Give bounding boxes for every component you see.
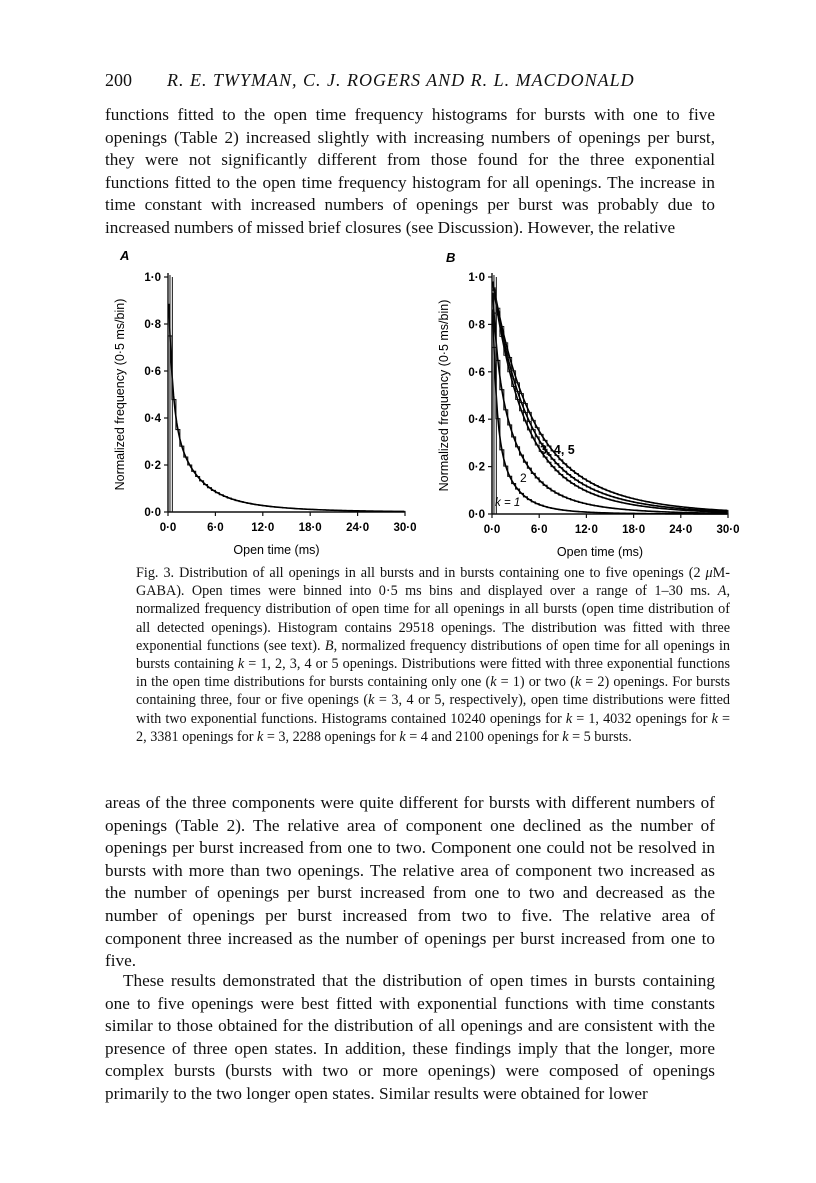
caption-k: k [256, 728, 264, 745]
y-tick-label: 1·0 [468, 272, 485, 284]
x-tick-label: 6·0 [207, 522, 224, 534]
histogram-steps [168, 336, 405, 512]
histogram-steps [492, 290, 728, 514]
annotation-k2: 2 [520, 471, 527, 485]
fit-curve [493, 281, 727, 510]
caption-k: k [574, 674, 582, 691]
histogram-steps [492, 347, 728, 514]
caption-text: = 5 bursts. [568, 728, 632, 745]
caption-text: = 2, 3381 openings for [136, 710, 730, 745]
fit-curve [493, 282, 727, 511]
fit-curve [493, 309, 727, 514]
caption-text: = 3, 4 or 5, respectively), open time distributions were fitted with two exponential functions. Histograms contained 10240 openings for [136, 692, 730, 727]
histogram-steps [492, 289, 728, 514]
body-paragraph-1: functions fitted to the open time frequency histograms for bursts with one to five openings (Table 2) increased slightly with increasing numbers of openings per burst, they were not significantly different from those found for the three exponential functions fitted to the open time frequency histogram for all openings. The increase in time constant with increased numbers of openings per burst was probably due to increased numbers of missed brief closures (see Discussion). However, the relative [105, 105, 715, 237]
caption-text: M-GABA). Open times were binned into 0·5 ms bins and displayed over a range of 1–30 ms. [136, 565, 730, 600]
body-paragraph-3: These results demonstrated that the distribution of open times in bursts containing one to five openings were best fitted with exponential functions with time constants similar to those obtained for the distribution of all openings and are consistent with the presence of three open states. In addition, these findings imply that the longer, more complex bursts (bursts with two or more openings) were composed of openings primarily to the two longer open states. Similar results were obtained for lower [105, 971, 715, 1103]
caption-text: = 1, 2, 3, 4 or 5 openings. Distributions were fitted with three exponential functions in the open time distributions for bursts containing only one ( [136, 656, 730, 691]
page-number: 200 [105, 70, 132, 90]
fit-curve [493, 283, 727, 513]
x-tick-label: 24·0 [346, 522, 370, 534]
y-tick-label: 0·2 [144, 460, 161, 472]
x-tick-label: 6·0 [530, 524, 548, 536]
caption-text: = 3, 2288 openings for [263, 728, 400, 745]
running-header [105, 70, 715, 96]
caption-panel-b-ref: B [324, 637, 334, 654]
figure-panel-b [432, 248, 742, 560]
y-tick-label: 0·4 [144, 413, 161, 425]
caption-text: Fig. 3. Distribution of all openings in all bursts and in bursts containing one to five openings (2 [136, 565, 706, 581]
y-axis-label: Normalized frequency (0·5 ms/bin) [113, 298, 127, 491]
annotation-k1: k = 1 [495, 497, 521, 509]
x-tick-label: 0·0 [483, 524, 501, 536]
x-axis-label: Open time (ms) [556, 545, 644, 559]
x-tick-label: 24·0 [669, 524, 693, 536]
x-axis-label: Open time (ms) [233, 543, 320, 557]
y-tick-label: 0·8 [144, 319, 161, 331]
fit-curve [493, 293, 727, 514]
x-tick-label: 30·0 [716, 524, 740, 536]
y-tick-label: 1·0 [144, 272, 161, 284]
caption-k: k [711, 710, 718, 727]
histogram-b [432, 248, 742, 560]
caption-k: k [399, 728, 406, 745]
x-tick-label: 12·0 [574, 524, 598, 536]
x-tick-label: 30·0 [393, 522, 417, 534]
x-tick-label: 12·0 [251, 522, 275, 534]
y-axis-label: Normalized frequency (0·5 ms/bin) [437, 299, 451, 492]
caption-k: k [237, 656, 245, 673]
y-tick-label: 0·0 [144, 507, 161, 519]
y-tick-label: 0·2 [468, 461, 485, 474]
body-paragraph-2: areas of the three components were quite different for bursts with different numbers of openings (Table 2). The relative area of component one declined as the number of openings per burst increased from one to two. Component one could not be resolved in bursts with more than two openings. The relative area of component two increased as the number of openings per burst increased from one to two and decreased as the number of openings per burst increased from two to five. The relative area of component three increased as the number of openings per burst increased from one to five. [105, 793, 715, 971]
caption-panel-a-ref: A [717, 583, 727, 600]
panel-label: B [446, 250, 456, 265]
caption-text: = 1, 4032 openings for [572, 710, 712, 727]
caption-k: k [565, 710, 573, 727]
y-tick-label: 0·6 [144, 366, 161, 378]
y-tick-label: 0·4 [468, 414, 485, 427]
caption-text: , normalized frequency distribution of open time for all openings in all bursts (open time distribution of all detected openings). Histogram contains 29518 openings. The distribution was fitted with three exponential functions (see text). [136, 583, 730, 654]
x-tick-label: 0·0 [159, 522, 177, 534]
caption-k: k [562, 728, 569, 745]
caption-text: , normalized frequency distributions of open time for all openings in bursts containing [136, 637, 731, 673]
histogram-a [110, 248, 430, 560]
caption-text: = 1) or two ( [496, 674, 575, 691]
figure-panel-a [110, 248, 430, 560]
y-tick-label: 0·8 [468, 319, 485, 332]
histogram-steps [492, 288, 728, 514]
panel-label: A [120, 248, 130, 263]
x-tick-label: 18·0 [298, 522, 322, 534]
caption-k: k [368, 692, 375, 709]
x-tick-label: 18·0 [622, 524, 646, 536]
caption-mu: μ [705, 565, 713, 581]
annotation-k345: 3, 4, 5 [540, 443, 575, 457]
y-tick-label: 0·6 [468, 366, 485, 379]
caption-k: k [490, 674, 497, 691]
y-tick-label: 0·0 [468, 509, 485, 521]
caption-text: = 4 and 2100 openings for [405, 728, 563, 745]
caption-text: = 2) openings. For bursts containing three, four or five openings ( [136, 674, 730, 709]
figure-caption [136, 564, 730, 746]
fit-curve [169, 304, 404, 512]
running-head-authors: R. E. TWYMAN, C. J. ROGERS AND R. L. MACDONALD [167, 70, 635, 90]
